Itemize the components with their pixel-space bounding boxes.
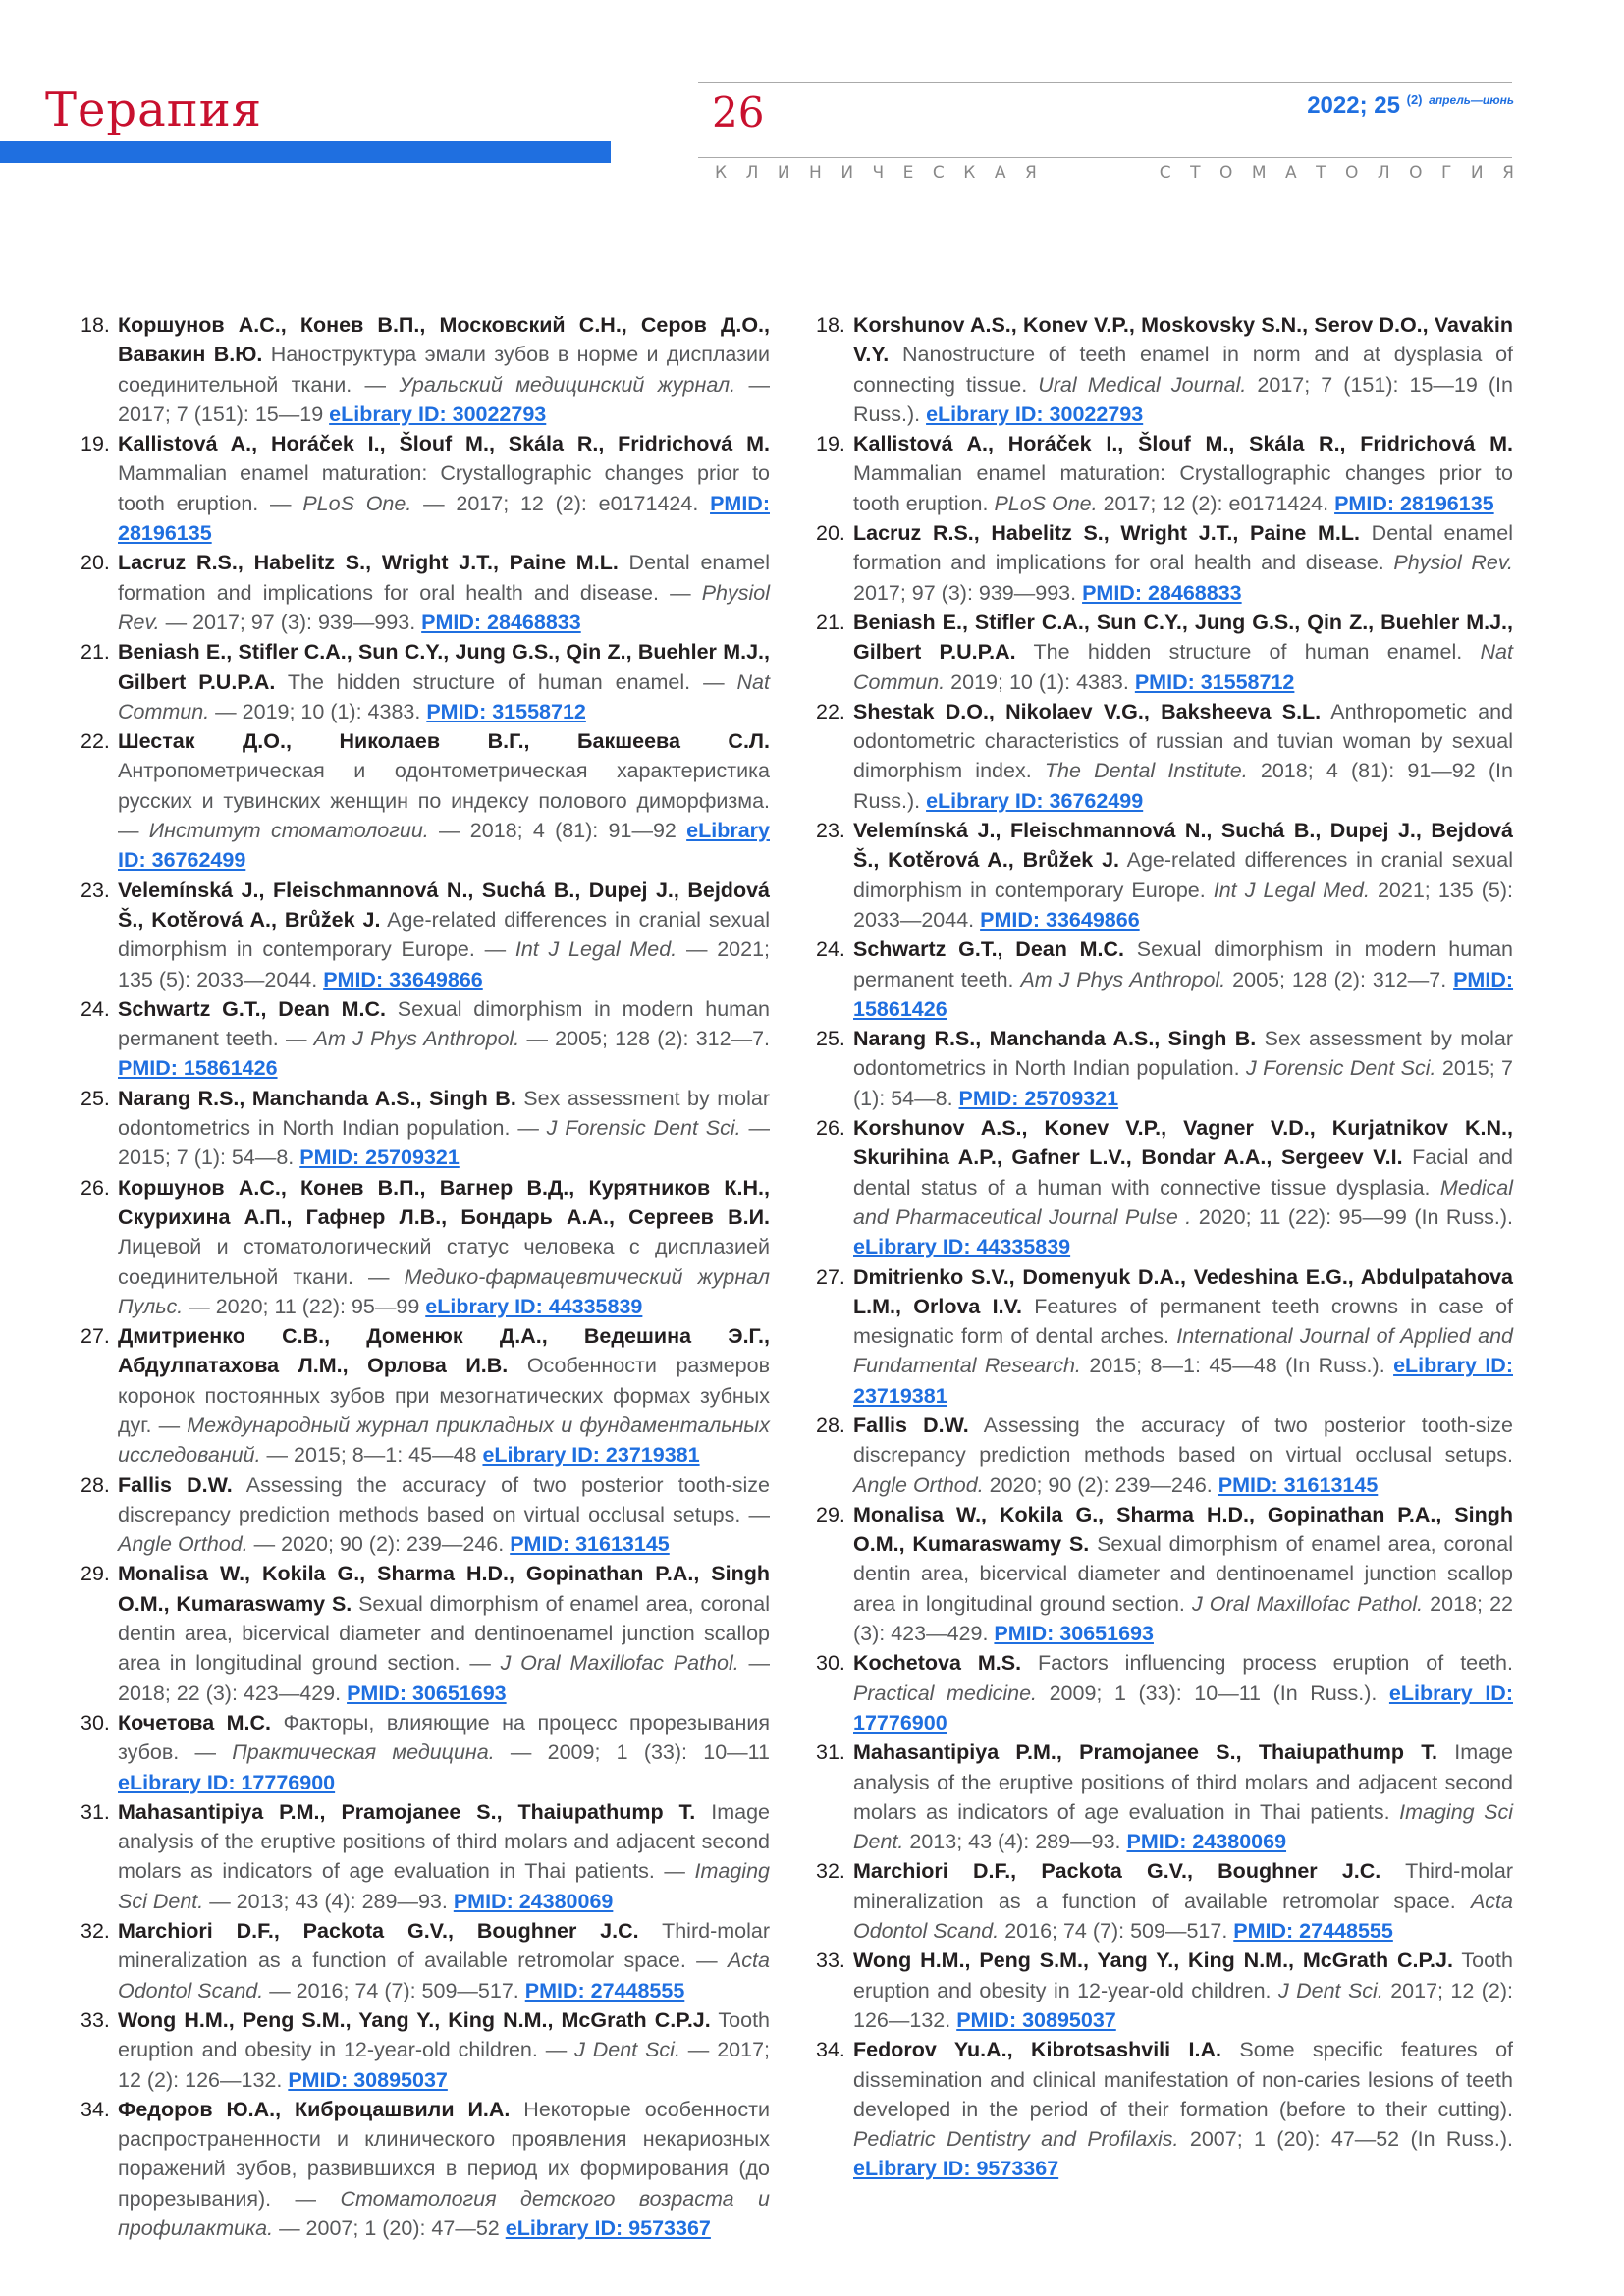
reference-title: Dental enamel formation and implications for oral health and disease. —	[118, 551, 770, 605]
reference-details: — 2015; 8—1: 45—48	[260, 1443, 483, 1468]
reference-link[interactable]: PMID: 33649866	[323, 967, 483, 991]
reference-number: 18.	[816, 313, 845, 337]
reference-authors: Lacruz R.S., Habelitz S., Wright J.T., Paine M.L.	[853, 521, 1361, 546]
reference-item	[81, 2005, 770, 2095]
page-number: 26	[712, 88, 765, 136]
reference-authors: Fallis D.W.	[118, 1472, 233, 1497]
references-russian	[81, 310, 770, 2243]
reference-title: Sexual dimorphism in modern human permanent teeth.	[853, 937, 1513, 991]
journal-title-letter: М	[1251, 163, 1267, 183]
journal-title-letter: Я	[1502, 163, 1514, 183]
reference-number: 27.	[81, 1324, 110, 1349]
reference-journal: PLoS One.	[994, 491, 1098, 515]
reference-details: 2020; 11 (22): 95—99 (In Russ.).	[1191, 1204, 1514, 1229]
reference-item	[816, 1648, 1513, 1737]
reference-authors: Shestak D.O., Nikolaev V.G., Baksheeva S.L.	[853, 699, 1322, 723]
reference-title: Sex assessment by molar odontometrics in North Indian population.	[853, 1027, 1514, 1081]
reference-authors: Velemínská J., Fleischmannová N., Suchá B., Dupej J., Bejdová Š., Kotěrová A., Brůžek J.	[853, 819, 1513, 873]
reference-title: Антропометрическая и одонтометрическая характеристика русских и тувинских женщин по индексу полового диморфизма. —	[118, 759, 770, 843]
reference-item	[816, 2035, 1513, 2183]
reference-details: — 2015; 7 (1): 54—8.	[118, 1116, 770, 1170]
reference-item	[81, 1173, 770, 1321]
reference-link[interactable]: eLibrary ID: 17776900	[118, 1770, 336, 1794]
reference-item	[816, 816, 1513, 934]
reference-number: 30.	[81, 1710, 110, 1735]
journal-title-letter: С	[1159, 163, 1171, 183]
reference-title: Sexual dimorphism of enamel area, coronal dentin area, bicervical diameter and dentinoenamel junction scallop area in longitudinal ground section.	[853, 1532, 1513, 1616]
reference-item	[81, 1916, 770, 2005]
reference-journal: Int J Legal Med.	[514, 937, 677, 962]
reference-details: 2017; 12 (2): 126—132.	[853, 1978, 1514, 2032]
reference-journal: J Forensic Dent Sci.	[1245, 1056, 1436, 1081]
journal-title-letter: О	[1409, 163, 1423, 183]
journal-title-letter: И	[777, 163, 790, 183]
reference-journal: J Forensic Dent Sci.	[546, 1116, 741, 1141]
reference-number: 33.	[81, 2007, 110, 2032]
reference-number: 28.	[816, 1413, 845, 1437]
reference-authors: Velemínská J., Fleischmannová N., Suchá B., Dupej J., Bejdová Š., Kotěrová A., Brůžek J.	[118, 878, 770, 932]
journal-title-letter: Г	[1441, 163, 1452, 183]
references-english	[816, 310, 1513, 2184]
reference-number: 19.	[81, 432, 110, 456]
reference-details: 2005; 128 (2): 312—7.	[1225, 967, 1454, 991]
reference-item	[816, 1500, 1513, 1648]
reference-number: 23.	[816, 819, 845, 843]
reference-authors: Шестак Д.О., Николаев В.Г., Бакшеева С.Л.	[118, 729, 770, 754]
reference-link[interactable]: PMID: 31558712	[1134, 669, 1295, 694]
reference-item	[81, 1559, 770, 1707]
reference-link[interactable]: eLibrary ID: 23719381	[853, 1354, 1513, 1408]
reference-item	[816, 1024, 1513, 1113]
reference-link[interactable]: eLibrary ID: 9573367	[505, 2216, 711, 2240]
reference-title: The hidden structure of human enamel. —	[275, 669, 737, 694]
reference-authors: Monalisa W., Kokila G., Sharma H.D., Gopinathan P.A., Singh O.M., Kumaraswamy S.	[853, 1502, 1513, 1557]
journal-title-letter: Т	[1316, 163, 1326, 183]
reference-authors: Коршунов А.С., Конев В.П., Московский С.Н., Серов Д.О., Вавакин В.Ю.	[118, 313, 770, 367]
reference-number: 31.	[81, 1799, 110, 1824]
reference-link[interactable]: PMID: 24380069	[453, 1889, 614, 1913]
reference-item	[816, 1262, 1513, 1411]
reference-authors: Korshunov A.S., Konev V.P., Moskovsky S.N., Serov D.O., Vavakin V.Y.	[853, 313, 1513, 367]
journal-title-letter: К	[963, 163, 976, 183]
reference-number: 22.	[81, 729, 110, 754]
reference-authors: Wong H.M., Peng S.M., Yang Y., King N.M., McGrath C.P.J.	[118, 2007, 711, 2032]
journal-title-letter: Л	[745, 163, 759, 183]
reference-title: Third-molar mineralization as a function of available retromolar space.	[853, 1859, 1513, 1913]
reference-link[interactable]: PMID: 28196135	[118, 491, 770, 546]
reference-number: 34.	[81, 2097, 110, 2121]
reference-journal: Acta Odontol Scand.	[118, 1949, 770, 2002]
reference-details: — 2018; 22 (3): 423—429.	[118, 1651, 770, 1705]
reference-authors: Beniash E., Stifler C.A., Sun C.Y., Jung G.S., Qin Z., Buehler M.J., Gilbert P.U.P.A.	[853, 610, 1513, 665]
reference-journal: Medical and Pharmaceutical Journal Pulse .	[853, 1175, 1513, 1229]
reference-number: 30.	[816, 1651, 845, 1676]
reference-authors: Дмитриенко С.В., Доменюк Д.А., Ведешина Э.Г., Абдулпатахова Л.М., Орлова И.В.	[118, 1324, 770, 1378]
reference-title: Особенности размеров коронок постоянных зубов при мезогнатических формах зубных дуг. —	[118, 1354, 770, 1437]
reference-authors: Korshunov A.S., Konev V.P., Vagner V.D., Kurjatnikov K.N., Skurihina A.P., Gafner L.V., Bondar A.A., Sergeev V.I.	[853, 1116, 1513, 1170]
reference-authors: Lacruz R.S., Habelitz S., Wright J.T., Paine M.L.	[118, 551, 619, 575]
reference-journal: Nat Commun.	[853, 640, 1513, 694]
reference-journal: Ural Medical Journal.	[1038, 372, 1247, 397]
reference-journal: Acta Odontol Scand.	[853, 1889, 1513, 1944]
reference-title: Sexual dimorphism of enamel area, coronal dentin area, bicervical diameter and dentinoenamel junction scallop area in longitudinal ground section. —	[118, 1591, 770, 1676]
reference-details: 2013; 43 (4): 289—93.	[903, 1830, 1127, 1854]
reference-details: 2021; 135 (5): 2033—2044.	[853, 878, 1513, 932]
reference-item	[81, 1470, 770, 1560]
reference-authors: Федоров Ю.А., Киброцашвили И.А.	[118, 2097, 511, 2121]
reference-number: 33.	[816, 1949, 845, 1973]
reference-link[interactable]: eLibrary ID: 36762499	[118, 819, 770, 873]
reference-details: — 2020; 11 (22): 95—99	[183, 1294, 426, 1318]
reference-number: 32.	[816, 1859, 845, 1884]
reference-link[interactable]: eLibrary ID: 9573367	[853, 2157, 1059, 2181]
journal-title	[715, 163, 1514, 183]
reference-journal: Physiol Rev.	[118, 580, 770, 634]
issue-months: апрель—июнь	[1429, 93, 1514, 107]
reference-title: Tooth eruption and obesity in 12-year-old children.	[853, 1949, 1513, 2002]
reference-title: Some specific features of dissemination and clinical manifestation of non-caries lesions of teeth developed in the period of their formation (before to their cutting).	[853, 2038, 1514, 2121]
reference-journal: J Dent Sci.	[1277, 1978, 1383, 2002]
reference-link[interactable]: PMID: 30895037	[956, 2007, 1116, 2032]
reference-number: 20.	[81, 551, 110, 575]
reference-authors: Wong H.M., Peng S.M., Yang Y., King N.M., McGrath C.P.J.	[853, 1949, 1453, 1973]
reference-authors: Narang R.S., Manchanda A.S., Singh B.	[853, 1027, 1257, 1051]
reference-link[interactable]: eLibrary ID: 30022793	[329, 401, 547, 426]
journal-title-letter: А	[1285, 163, 1297, 183]
reference-title: Mammalian enamel maturation: Crystallographic changes prior to tooth eruption. —	[118, 461, 770, 515]
reference-number: 24.	[816, 937, 845, 962]
reference-details: 2019; 10 (1): 4383.	[945, 669, 1135, 694]
reference-title: Anthropometic and odontometric characteristics of russian and tuvian woman by sexual dimorphism index.	[853, 699, 1513, 783]
reference-item	[816, 608, 1513, 697]
reference-link[interactable]: PMID: 28468833	[1082, 580, 1242, 605]
reference-details: 2016; 74 (7): 509—517.	[999, 1919, 1234, 1944]
issue-year-volume: 2022; 25	[1307, 92, 1400, 119]
reference-link[interactable]: PMID: 27448555	[1233, 1919, 1393, 1944]
reference-number: 22.	[816, 699, 845, 723]
reference-details: — 2019; 10 (1): 4383.	[209, 699, 427, 723]
reference-details: — 2017; 7 (151): 15—19	[118, 372, 770, 426]
reference-link[interactable]: PMID: 27448555	[524, 1978, 685, 2002]
reference-number: 21.	[81, 640, 110, 665]
journal-title-letter: Ч	[872, 163, 885, 183]
reference-authors: Kallistová A., Horáček I., Šlouf M., Skála R., Fridrichová M.	[853, 432, 1513, 456]
journal-title-letter: К	[715, 163, 728, 183]
journal-title-letter: О	[1218, 163, 1233, 183]
reference-title: Nanostructure of teeth enamel in norm and at dysplasia of connecting tissue.	[853, 343, 1513, 397]
reference-item	[816, 1737, 1513, 1856]
reference-title: Mammalian enamel maturation: Crystallographic changes prior to tooth eruption.	[853, 461, 1513, 515]
reference-details: 2015; 8—1: 45—48 (In Russ.).	[1080, 1354, 1394, 1378]
journal-title-letter: Л	[1377, 163, 1390, 183]
journal-title-letter: Т	[1190, 163, 1201, 183]
reference-authors: Fallis D.W.	[853, 1413, 969, 1437]
reference-link[interactable]: eLibrary ID: 23719381	[482, 1443, 700, 1468]
reference-link[interactable]: eLibrary ID: 17776900	[853, 1681, 1513, 1735]
journal-title-letter: С	[932, 163, 945, 183]
reference-details: 2018; 22 (3): 423—429.	[853, 1591, 1513, 1646]
reference-journal: Стоматология детского возраста и профилактика.	[118, 2186, 770, 2240]
reference-title: Image analysis of the eruptive positions of third molars and adjacent second molars as indicators of age evaluation in Thai patients. —	[118, 1799, 770, 1884]
reference-link[interactable]: PMID: 28468833	[421, 610, 581, 634]
reference-details: 2020; 90 (2): 239—246.	[983, 1472, 1218, 1497]
reference-item	[816, 1411, 1513, 1500]
reference-link[interactable]: PMID: 31613145	[510, 1532, 670, 1557]
reference-title: Assessing the accuracy of two posterior tooth-size discrepancy prediction methods based on virtual occlusal setups. —	[118, 1472, 770, 1526]
journal-title-letter: А	[994, 163, 1006, 183]
reference-number: 26.	[81, 1175, 110, 1200]
reference-details: — 2013; 43 (4): 289—93.	[203, 1889, 454, 1913]
reference-item	[816, 1946, 1513, 2035]
reference-authors: Kallistová A., Horáček I., Šlouf M., Skála R., Fridrichová M.	[118, 432, 770, 456]
reference-details: — 2017; 12 (2): 126—132.	[118, 2038, 770, 2092]
reference-link[interactable]: eLibrary ID: 36762499	[926, 788, 1144, 813]
reference-link[interactable]: PMID: 31613145	[1218, 1472, 1379, 1497]
reference-title: Assessing the accuracy of two posterior tooth-size discrepancy prediction methods based on virtual occlusal setups.	[853, 1413, 1513, 1468]
reference-title: Лицевой и стоматологический статус человека с дисплазией соединительной ткани. —	[118, 1235, 770, 1289]
reference-link[interactable]: PMID: 24380069	[1126, 1830, 1287, 1854]
reference-item	[81, 726, 770, 875]
reference-details: 2015; 7 (1): 54—8.	[853, 1056, 1513, 1110]
reference-details: — 2021; 135 (5): 2033—2044.	[118, 937, 770, 991]
reference-title: Tooth eruption and obesity in 12-year-old children. —	[118, 2007, 770, 2062]
reference-number: 23.	[81, 878, 110, 902]
reference-title: Sexual dimorphism in modern human permanent teeth. —	[118, 996, 770, 1051]
reference-item	[816, 310, 1513, 429]
reference-link[interactable]: PMID: 30651693	[994, 1622, 1154, 1646]
reference-title: Факторы, влияющие на процесс прорезывания зубов. —	[118, 1710, 770, 1765]
reference-link[interactable]: eLibrary ID: 44335839	[425, 1294, 643, 1318]
reference-link[interactable]: PMID: 33649866	[980, 907, 1140, 932]
reference-details: — 2018; 4 (81): 91—92	[428, 819, 687, 843]
reference-link[interactable]: PMID: 28196135	[1334, 491, 1494, 515]
reference-journal: Imaging Sci Dent.	[118, 1859, 770, 1913]
reference-journal: Международный журнал прикладных и фундаментальных исследований.	[118, 1413, 770, 1468]
reference-item	[81, 876, 770, 994]
reference-item	[81, 310, 770, 429]
reference-item	[81, 637, 770, 726]
reference-authors: Beniash E., Stifler C.A., Sun C.Y., Jung G.S., Qin Z., Buehler M.J., Gilbert P.U.P.A.	[118, 640, 770, 694]
reference-authors: Кочетова М.С.	[118, 1710, 271, 1735]
reference-number: 25.	[81, 1086, 110, 1110]
reference-number: 21.	[816, 610, 845, 634]
reference-journal: Pediatric Dentistry and Profilaxis.	[853, 2127, 1179, 2152]
reference-journal: Am J Phys Anthropol.	[313, 1027, 520, 1051]
reference-title: Наноструктура эмали зубов в норме и дисплазии соединительной ткани. —	[118, 343, 770, 397]
reference-title: Dental enamel formation and implications for oral health and disease.	[853, 521, 1513, 575]
issue-info	[1307, 92, 1514, 120]
reference-title: Image analysis of the eruptive positions of third molars and adjacent second molars as indicators of age evaluation in Thai patients.	[853, 1740, 1513, 1824]
reference-journal: J Oral Maxillofac Pathol.	[500, 1651, 739, 1676]
reference-authors: Narang R.S., Manchanda A.S., Singh B.	[118, 1086, 516, 1110]
reference-link[interactable]: PMID: 30651693	[347, 1681, 507, 1705]
reference-details: 2017; 7 (151): 15—19 (In Russ.).	[853, 372, 1513, 426]
reference-authors: Коршунов А.С., Конев В.П., Вагнер В.Д., Курятников К.Н., Скурихина А.П., Гафнер Л.В., Бондарь А.А., Сергеев В.И.	[118, 1175, 770, 1229]
section-title: Терапия	[45, 82, 263, 137]
reference-link[interactable]: PMID: 25709321	[299, 1146, 460, 1170]
reference-details: — 2016; 74 (7): 509—517.	[263, 1978, 525, 2002]
reference-title: The hidden structure of human enamel.	[1015, 640, 1481, 665]
reference-journal: Am J Phys Anthropol.	[1020, 967, 1226, 991]
reference-authors: Dmitrienko S.V., Domenyuk D.A., Vedeshina E.G., Abdulpatahova L.M., Orlova I.V.	[853, 1264, 1513, 1318]
section-color-bar	[0, 141, 611, 163]
reference-journal: Angle Orthod.	[118, 1532, 248, 1557]
reference-journal: The Dental Institute.	[1044, 759, 1248, 783]
reference-title: Sex assessment by molar odontometrics in North Indian population. —	[118, 1086, 770, 1141]
reference-item	[816, 934, 1513, 1024]
reference-title: Некоторые особенности распространенности и клинического проявления некариозных поражений зубов, развившихся в период их формирования (до прорезывания). —	[118, 2097, 770, 2211]
reference-number: 18.	[81, 313, 110, 337]
reference-item	[81, 1708, 770, 1797]
reference-journal: Медико-фармацевтический журнал Пульс.	[118, 1264, 770, 1318]
reference-journal: Angle Orthod.	[853, 1472, 984, 1497]
reference-title: Facial and dental status of a human with connective tissue dysplasia.	[853, 1146, 1513, 1200]
reference-title: Features of permanent teeth crowns in case of mesignatic form of dental arches.	[853, 1294, 1513, 1349]
journal-title-letter: И	[1470, 163, 1484, 183]
issue-number: (2)	[1406, 92, 1423, 107]
reference-details: — 2009; 1 (33): 10—11	[494, 1740, 770, 1765]
reference-item	[81, 548, 770, 637]
reference-authors: Marchiori D.F., Packota G.V., Boughner J.C.	[853, 1859, 1381, 1884]
reference-item	[816, 429, 1513, 518]
reference-authors: Marchiori D.F., Packota G.V., Boughner J.C.	[118, 1919, 639, 1944]
reference-authors: Mahasantipiya P.M., Pramojanee S., Thaiupathump T.	[118, 1799, 696, 1824]
header-mid-rule	[698, 157, 1512, 158]
reference-journal: International Journal of Applied and Fundamental Research.	[853, 1324, 1513, 1378]
reference-details: 2018; 4 (81): 91—92 (In Russ.).	[853, 759, 1513, 813]
reference-number: 32.	[81, 1919, 110, 1944]
reference-item	[816, 697, 1513, 816]
reference-number: 26.	[816, 1116, 845, 1141]
reference-number: 27.	[816, 1264, 845, 1289]
reference-authors: Kochetova M.S.	[853, 1651, 1022, 1676]
reference-number: 34.	[816, 2038, 845, 2062]
reference-item	[81, 1321, 770, 1469]
reference-authors: Mahasantipiya P.M., Pramojanee S., Thaiupathump T.	[853, 1740, 1437, 1765]
reference-details: — 2007; 1 (20): 47—52	[273, 2216, 506, 2240]
reference-item	[81, 429, 770, 548]
reference-details: — 2017; 12 (2): e0171424.	[411, 491, 711, 515]
reference-title: Age-related differences in cranial sexual dimorphism in contemporary Europe. —	[118, 907, 770, 962]
journal-title-letter: О	[1345, 163, 1359, 183]
reference-item	[816, 1113, 1513, 1261]
journal-title-letter: Е	[902, 163, 914, 183]
reference-link[interactable]: PMID: 15861426	[853, 967, 1514, 1021]
reference-number: 28.	[81, 1472, 110, 1497]
reference-link[interactable]: PMID: 25709321	[958, 1086, 1119, 1110]
reference-journal: Уральский медицинский журнал.	[399, 372, 736, 397]
reference-journal: Практическая медицина.	[232, 1740, 495, 1765]
reference-item	[81, 994, 770, 1084]
journal-title-letter: Я	[1024, 163, 1037, 183]
reference-details: 2017; 12 (2): e0171424.	[1097, 491, 1335, 515]
reference-link[interactable]: eLibrary ID: 44335839	[853, 1235, 1071, 1259]
reference-details: 2009; 1 (33): 10—11 (In Russ.).	[1037, 1681, 1389, 1705]
reference-journal: Int J Legal Med.	[1213, 878, 1370, 902]
reference-journal: J Oral Maxillofac Pathol.	[1191, 1591, 1424, 1616]
reference-link[interactable]: PMID: 15861426	[118, 1056, 278, 1081]
reference-details: 2007; 1 (20): 47—52 (In Russ.).	[1178, 2127, 1513, 2152]
reference-journal: Nat Commun.	[118, 669, 770, 723]
reference-details: — 2005; 128 (2): 312—7.	[519, 1027, 770, 1051]
reference-journal: Институт стоматологии.	[148, 819, 429, 843]
reference-authors: Monalisa W., Kokila G., Sharma H.D., Gopinathan P.A., Singh O.M., Kumaraswamy S.	[118, 1562, 770, 1616]
reference-title: Factors influencing process eruption of teeth.	[1021, 1651, 1513, 1676]
reference-number: 31.	[816, 1740, 845, 1765]
reference-title: Age-related differences in cranial sexual dimorphism in contemporary Europe.	[853, 848, 1513, 902]
reference-journal: PLoS One.	[302, 491, 412, 515]
journal-title-letter: И	[840, 163, 854, 183]
reference-authors: Schwartz G.T., Dean M.C.	[853, 937, 1124, 962]
reference-journal: Imaging Sci Dent.	[853, 1799, 1513, 1854]
reference-number: 29.	[81, 1562, 110, 1586]
header-top-rule	[698, 82, 1512, 83]
reference-journal: Practical medicine.	[853, 1681, 1038, 1705]
reference-item	[81, 1084, 770, 1173]
reference-link[interactable]: PMID: 30895037	[288, 2067, 448, 2092]
reference-item	[816, 1856, 1513, 1946]
reference-item	[81, 2095, 770, 2243]
reference-item	[81, 1797, 770, 1916]
reference-number: 25.	[816, 1027, 845, 1051]
reference-link[interactable]: PMID: 31558712	[426, 699, 586, 723]
reference-title: Third-molar mineralization as a function of available retromolar space. —	[118, 1919, 770, 1973]
reference-journal: Physiol Rev.	[1393, 551, 1513, 575]
reference-details: — 2017; 97 (3): 939—993.	[159, 610, 422, 634]
reference-link[interactable]: eLibrary ID: 30022793	[926, 401, 1144, 426]
reference-authors: Fedorov Yu.A., Kibrotsashvili I.A.	[853, 2038, 1221, 2062]
reference-details: 2017; 97 (3): 939—993.	[853, 580, 1083, 605]
reference-number: 20.	[816, 521, 845, 546]
reference-number: 24.	[81, 996, 110, 1021]
reference-journal: J Dent Sci.	[574, 2038, 680, 2062]
reference-details: — 2020; 90 (2): 239—246.	[247, 1532, 511, 1557]
reference-item	[816, 518, 1513, 608]
journal-title-letter: Н	[809, 163, 822, 183]
reference-authors: Schwartz G.T., Dean M.C.	[118, 996, 386, 1021]
reference-number: 19.	[816, 432, 845, 456]
reference-number: 29.	[816, 1502, 845, 1526]
